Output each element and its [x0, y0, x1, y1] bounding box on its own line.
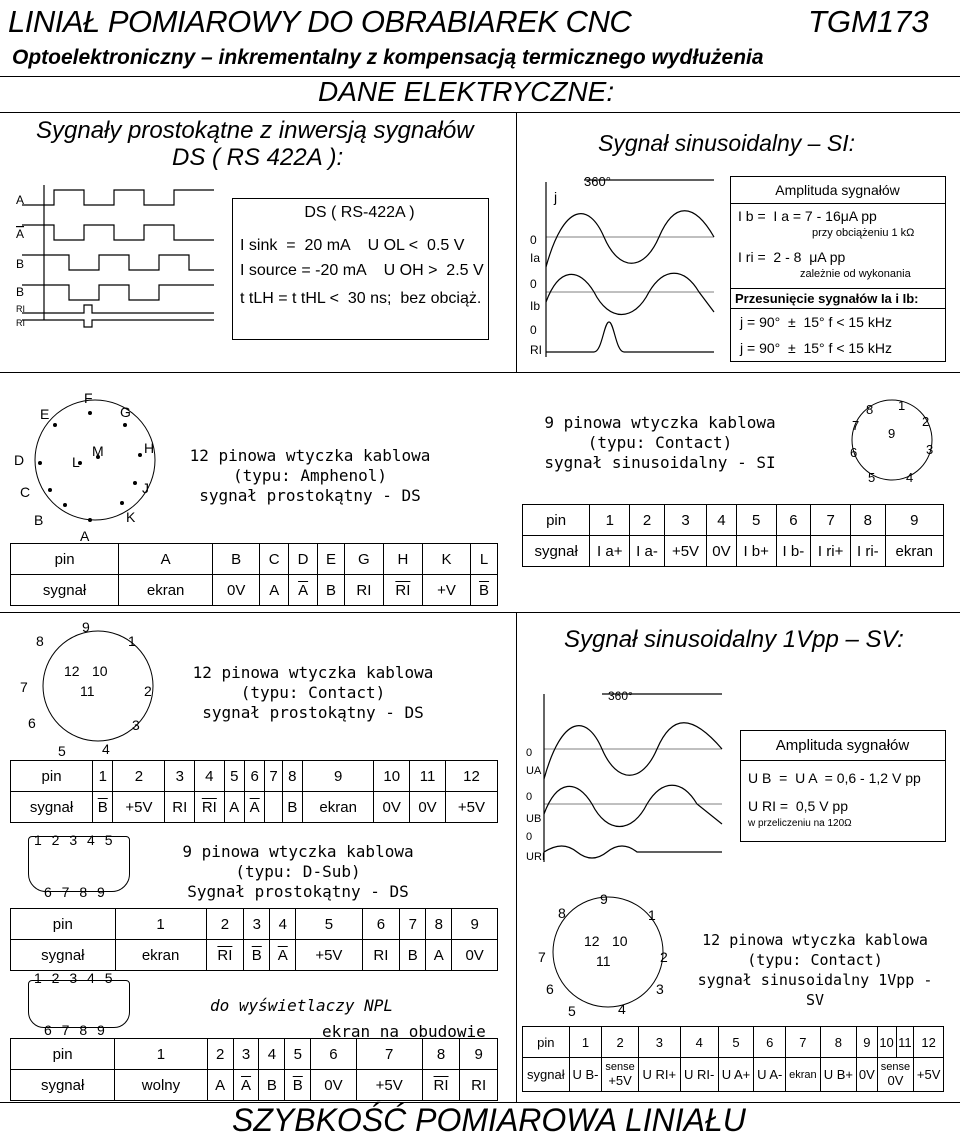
ds-title-line2: DS ( RS 422A ):: [172, 144, 344, 171]
svg-text:0: 0: [526, 747, 533, 759]
svg-text:11: 11: [596, 953, 611, 969]
table-row: sygnał $\overline{B}$ +5V RI $\overline{RI}$ A $\overline{A}$ B ekran 0V 0V +5V: [11, 792, 498, 823]
svg-text:9: 9: [888, 426, 896, 441]
svg-text:0: 0: [530, 233, 537, 247]
svg-text:6: 6: [850, 445, 858, 460]
svg-text:3: 3: [132, 717, 140, 733]
svg-text:11: 11: [80, 683, 95, 699]
si-degree-label: 360°: [584, 174, 611, 189]
svg-text:7: 7: [852, 418, 860, 433]
sv-amp-line2: U RI = 0,5 V pp: [748, 798, 848, 814]
si-shift-title: Przesunięcie sygnałów Ia i Ib:: [735, 291, 919, 306]
svg-text:3: 3: [926, 442, 934, 457]
svg-text:9: 9: [82, 619, 90, 635]
table-row: pin 1 2 3 4 5 6 7 8 9: [11, 909, 498, 940]
svg-text:1: 1: [128, 633, 136, 649]
npl-connector-diagram: [28, 980, 130, 1028]
amphenol-pin-table: [10, 543, 498, 606]
contact9-desc: 9 pinowa wtyczka kablowa (typu: Contact) sygnał sinusoidalny - SI: [544, 413, 776, 472]
svg-text:4: 4: [906, 470, 914, 485]
wave-label-a-inv: A: [16, 227, 25, 241]
ds-waveform-diagram: [14, 180, 224, 330]
sv-amp-title: Amplituda sygnałów: [775, 737, 910, 754]
npl-bottom-pins: 6 7 8 9: [44, 1022, 108, 1038]
page-subtitle: Optoelektroniczny – inkrementalny z kompensacją termicznego wydłużenia: [12, 46, 764, 69]
svg-text:URI: URI: [526, 851, 545, 863]
wave-label-b: B: [16, 257, 25, 271]
svg-text:H: H: [144, 440, 155, 456]
table-row: pin 1 2 3 4 5 6 7 8 9: [523, 505, 944, 536]
svg-text:G: G: [120, 404, 131, 420]
contact9-pin-table: [522, 504, 944, 567]
svg-text:6: 6: [546, 981, 554, 997]
si-amp-line2b: zależnie od wykonania: [800, 268, 911, 280]
table-row: sygnał ekran 0V A $\overline{A}$ B RI $\overline{RI}$ +V $\overline{B}$: [11, 575, 498, 606]
si-shift-line1: j = 90° ± 15° f < 15 kHz: [740, 314, 892, 330]
svg-text:0: 0: [526, 831, 533, 843]
ds-spec-row3: t tLH = t tHL < 30 ns; bez obciąż.: [240, 290, 482, 307]
si-waveform-diagram: [524, 172, 724, 360]
amphenol-desc: 12 pinowa wtyczka kablowa (typu: Amphenol) sygnał prostokątny - DS: [189, 446, 431, 505]
svg-text:UA: UA: [526, 765, 542, 777]
sv-title: Sygnał sinusoidalny 1Vpp – SV:: [564, 626, 904, 653]
svg-text:UB: UB: [526, 813, 542, 825]
svg-text:1: 1: [898, 398, 906, 413]
sv-degree-label: 360°: [608, 689, 633, 703]
table-row: sygnał ekran $\overline{RI}$ $\overline{B}$ $\overline{A}$ +5V RI B A 0V: [11, 940, 498, 971]
page-title: LINIAŁ POMIAROWY DO OBRABIAREK CNC: [8, 4, 632, 39]
wave-label-ri-inv: RI: [16, 318, 25, 328]
sv-waveform-diagram: [522, 684, 732, 864]
sv-amp-line3: w przeliczeniu na 120Ω: [748, 818, 852, 829]
svg-text:5: 5: [868, 470, 876, 485]
table-row: sygnał I a+ I a- +5V 0V I b+ I b- I ri+ I ri- ekran: [523, 536, 944, 567]
svg-text:D: D: [14, 452, 25, 468]
si-amp-line2: I ri = 2 - 8 μA pp: [738, 249, 846, 265]
model-code: TGM173: [808, 4, 929, 39]
footer-title: SZYBKOŚĆ POMIAROWA LINIAŁU: [232, 1102, 746, 1138]
npl-pin-table: [10, 1038, 498, 1101]
sv-amp-line1: U B = U A = 0,6 - 1,2 V pp: [748, 770, 921, 786]
svg-text:2: 2: [144, 683, 152, 699]
ds-box-title: DS ( RS-422A ): [304, 204, 415, 221]
wave-label-ri: RI: [16, 304, 25, 314]
contact12-ds-connector-diagram: [20, 618, 180, 763]
svg-text:10: 10: [92, 663, 108, 679]
svg-text:5: 5: [568, 1003, 576, 1019]
section-title: DANE ELEKTRYCZNE:: [318, 76, 615, 107]
ds-spec-row1: I sink = 20 mA U OL < 0.5 V: [240, 237, 465, 254]
sv-desc: 12 pinowa wtyczka kablowa (typu: Contact) sygnał sinusoidalny 1Vpp - SV: [697, 931, 933, 1009]
svg-text:8: 8: [36, 633, 44, 649]
svg-text:2: 2: [922, 414, 930, 429]
svg-text:5: 5: [58, 743, 66, 759]
svg-text:0: 0: [526, 791, 533, 803]
si-amp-line1b: przy obciążeniu 1 kΩ: [812, 227, 915, 239]
svg-text:L: L: [72, 454, 80, 470]
wave-label-b-inv: B: [16, 285, 25, 299]
svg-text:Ia: Ia: [530, 251, 541, 265]
svg-text:7: 7: [538, 949, 546, 965]
sv-pin-table: [522, 1026, 944, 1092]
svg-text:1: 1: [648, 907, 656, 923]
svg-text:0: 0: [530, 277, 537, 291]
amphenol-connector-diagram: [10, 385, 170, 545]
contact12-ds-desc: 12 pinowa wtyczka kablowa (typu: Contact) sygnał prostokątny - DS: [192, 663, 434, 722]
svg-text:9: 9: [600, 891, 608, 907]
svg-text:2: 2: [660, 949, 668, 965]
svg-text:B: B: [34, 512, 44, 528]
table-row: sygnał wolny A $\overline{A}$ B $\overline{B}$ 0V +5V $\overline{RI}$ RI: [11, 1070, 498, 1101]
table-row: pin A B C D E G H K L: [11, 544, 498, 575]
table-row: pin 1 2 3 4 5 6 7 8 9 10 11 12: [11, 761, 498, 792]
table-row: sygnał U B- sense +5V U RI+ U RI- U A+ U A- ekran U B+ 0V sense 0V +5V: [523, 1058, 944, 1092]
svg-text:M: M: [92, 443, 104, 459]
dsub-pin-table: [10, 908, 498, 971]
si-amp-title: Amplituda sygnałów: [775, 182, 900, 198]
svg-text:RI: RI: [530, 343, 542, 357]
svg-text:7: 7: [20, 679, 28, 695]
svg-text:6: 6: [28, 715, 36, 731]
si-shift-line2: j = 90° ± 15° f < 15 kHz: [740, 340, 892, 356]
table-row: pin 1 2 3 4 5 6 7 8 9 10 11 12: [523, 1027, 944, 1058]
npl-desc: do wyświetlaczy NPL: [210, 996, 394, 1015]
npl-note: ekran na obudowie: [322, 1022, 486, 1041]
dsub-desc: 9 pinowa wtyczka kablowa (typu: D-Sub) Sygnał prostokątny - DS: [182, 842, 414, 901]
dsub-top-pins: 1 2 3 4 5: [34, 832, 116, 848]
svg-text:A: A: [80, 528, 90, 544]
svg-text:8: 8: [866, 402, 874, 417]
contact9-connector-diagram: [840, 392, 950, 492]
dsub-bottom-pins: 6 7 8 9: [44, 884, 108, 900]
svg-text:10: 10: [612, 933, 628, 949]
svg-text:12: 12: [64, 663, 80, 679]
svg-text:C: C: [20, 484, 31, 500]
svg-text:K: K: [126, 509, 136, 525]
npl-top-pins: 1 2 3 4 5: [34, 970, 116, 986]
si-amp-line1: I b = I a = 7 - 16μA pp: [738, 208, 877, 224]
svg-text:Ib: Ib: [530, 299, 541, 313]
svg-text:J: J: [142, 480, 149, 496]
wave-label-a: A: [16, 193, 25, 207]
contact12-ds-pin-table: [10, 760, 498, 823]
svg-text:4: 4: [618, 1001, 626, 1017]
svg-text:12: 12: [584, 933, 600, 949]
ds-title-line1: Sygnały prostokątne z inwersją sygnałów: [36, 117, 474, 144]
sv-connector-diagram: [530, 890, 710, 1020]
ds-spec-row2: I source = -20 mA U OH > 2.5 V: [240, 262, 484, 279]
svg-text:4: 4: [102, 741, 110, 757]
svg-text:3: 3: [656, 981, 664, 997]
si-title: Sygnał sinusoidalny – SI:: [598, 130, 855, 156]
si-phase-label: j: [554, 189, 558, 205]
svg-text:F: F: [84, 390, 93, 406]
table-row: pin 1 2 3 4 5 6 7 8 9: [11, 1039, 498, 1070]
svg-text:E: E: [40, 406, 50, 422]
svg-text:0: 0: [530, 323, 537, 337]
svg-text:8: 8: [558, 905, 566, 921]
